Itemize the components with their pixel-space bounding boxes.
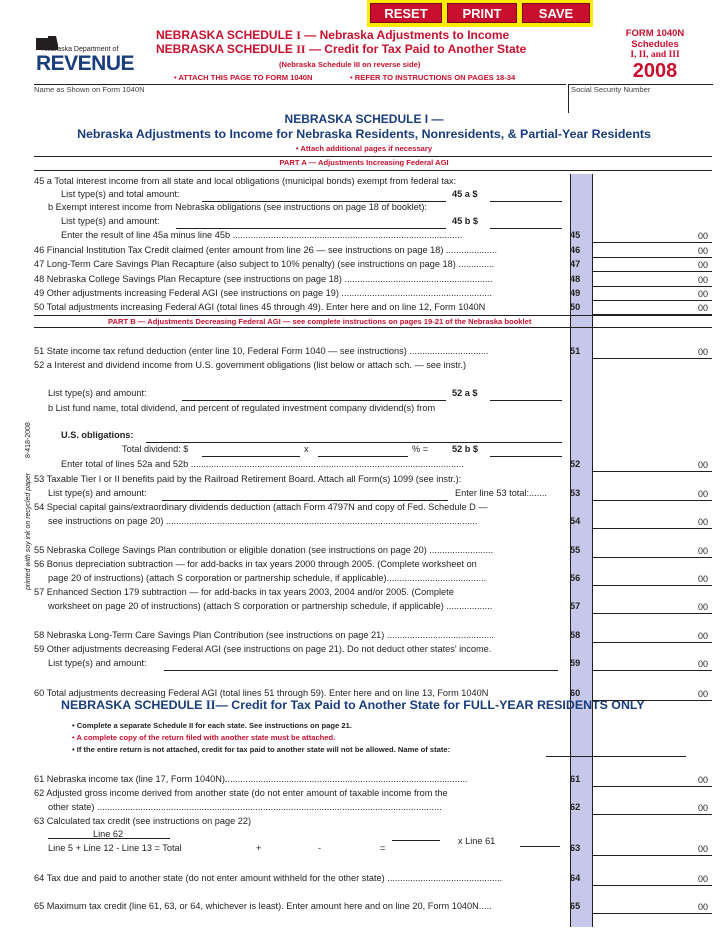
line-52b-dividend-input[interactable] bbox=[202, 445, 300, 457]
line-63-equals: = bbox=[380, 843, 386, 853]
line-62-text: 62 Adjusted gross income derived from another state (do not enter amount of taxable income from the bbox=[34, 788, 448, 798]
line-63-plus: + bbox=[256, 843, 262, 853]
cents: 00 bbox=[697, 775, 708, 785]
line-45b-list-label: List type(s) and amount: bbox=[61, 216, 160, 226]
line-number: 60 bbox=[570, 688, 581, 698]
line-52a-tag: 52 a $ bbox=[452, 388, 478, 398]
line-52b-us-label: U.S. obligations: bbox=[61, 430, 134, 440]
line-45a-amount[interactable] bbox=[490, 190, 562, 202]
form-year: 2008 bbox=[632, 60, 678, 82]
amount-field[interactable] bbox=[592, 347, 712, 359]
printed-note: printed with soy ink on recycled paper bbox=[25, 472, 32, 590]
line-52b-fund-input[interactable] bbox=[146, 431, 562, 443]
line-63-text: 63 Calculated tax credit (see instructions on page 22) bbox=[34, 816, 252, 826]
line-number: 50 bbox=[570, 302, 581, 312]
line-54-text-2: see instructions on page 20) .......................................................................................................................... bbox=[48, 516, 478, 526]
amount-field[interactable] bbox=[592, 803, 712, 815]
cents: 00 bbox=[697, 260, 708, 270]
line-52b-tag: 52 b $ bbox=[452, 444, 479, 454]
cents: 00 bbox=[697, 659, 708, 669]
line-59-text: 59 Other adjustments decreasing Federal AGI (see instructions on page 21). Do not deduct other states' income. bbox=[34, 644, 492, 654]
line-50-text: 50 Total adjustments increasing Federal AGI (total lines 45 through 49). Enter here and on line 12, Form 1040N bbox=[34, 302, 486, 312]
cents: 00 bbox=[697, 517, 708, 527]
line-45b-text: b Exempt interest income from Nebraska obligations (see instructions on page 18 of booklet): bbox=[48, 202, 427, 212]
line-45a-list-input[interactable] bbox=[202, 190, 446, 202]
cents: 00 bbox=[697, 489, 708, 499]
cents: 00 bbox=[697, 275, 708, 285]
schedule2-bullet-2: • A complete copy of the return filed with another state must be attached. bbox=[72, 733, 336, 742]
cents: 00 bbox=[697, 874, 708, 884]
line-52a-list-input[interactable] bbox=[182, 389, 446, 401]
line-64-text: 64 Tax due and paid to another state (do not enter amount withheld for the other state) ............................................. bbox=[34, 873, 503, 883]
form-id: FORM 1040N Schedules I, II, and III bbox=[625, 28, 685, 60]
schedule2-title: NEBRASKA SCHEDULE II— Credit for Tax Paid to Another State for FULL-YEAR RESIDENTS ONLY bbox=[61, 698, 645, 712]
line-number: 51 bbox=[570, 346, 581, 356]
form-code: 8-418-2008 bbox=[25, 422, 32, 458]
line-52a-amount[interactable] bbox=[490, 389, 562, 401]
line-63-numerator-input[interactable] bbox=[392, 829, 440, 841]
amount-field[interactable] bbox=[592, 246, 712, 258]
line-63-line61-input[interactable] bbox=[520, 835, 560, 847]
cents: 00 bbox=[697, 689, 708, 699]
line-number: 61 bbox=[570, 774, 581, 784]
line-number: 49 bbox=[570, 288, 581, 298]
amount-field[interactable] bbox=[592, 689, 712, 701]
line-number: 45 bbox=[570, 230, 581, 240]
reset-button[interactable]: RESET bbox=[370, 3, 442, 23]
line-52a-text: 52 a Interest and dividend income from U.S. government obligations (list below or attach sch. — see instr.) bbox=[34, 360, 467, 370]
line-number: 48 bbox=[570, 274, 581, 284]
divider bbox=[34, 156, 712, 157]
save-button[interactable]: SAVE bbox=[522, 3, 590, 23]
line-number: 56 bbox=[570, 573, 581, 583]
line-57-text-2: worksheet on page 20 of instructions) (attach S corporation or partnership schedule, if applicable) .................. bbox=[48, 601, 493, 611]
line-number: 46 bbox=[570, 245, 581, 255]
name-field[interactable] bbox=[34, 84, 566, 113]
divider bbox=[34, 170, 712, 171]
line-59-list-input[interactable] bbox=[164, 659, 558, 671]
line-number: 53 bbox=[570, 488, 581, 498]
line-45b-tag: 45 b $ bbox=[452, 216, 479, 226]
line-62-text-2: other state) ....................................................................................................................................... bbox=[48, 802, 442, 812]
part-a-heading: PART A — Adjustments Increasing Federal AGI bbox=[279, 158, 449, 167]
title-schedule-1: NEBRASKA SCHEDULE I — Nebraska Adjustments to Income bbox=[156, 28, 510, 42]
cents: 00 bbox=[697, 574, 708, 584]
line-63-xline61-label: x Line 61 bbox=[458, 836, 496, 846]
amount-field[interactable] bbox=[592, 231, 712, 243]
amount-field[interactable] bbox=[592, 602, 712, 614]
cents: 00 bbox=[697, 602, 708, 612]
print-button[interactable]: PRINT bbox=[447, 3, 517, 23]
amount-field[interactable] bbox=[592, 844, 712, 856]
line-63-line62-label: Line 62 bbox=[93, 829, 124, 839]
line-48-text: 48 Nebraska College Savings Plan Recapture (see instructions on page 18) .......................................................... bbox=[34, 274, 493, 284]
schedule2-bullet-1: • Complete a separate Schedule II for each state. See instructions on page 21. bbox=[72, 721, 352, 730]
state-name-input[interactable] bbox=[546, 745, 686, 757]
line-number: 62 bbox=[570, 802, 581, 812]
line-45b-amount[interactable] bbox=[490, 217, 562, 229]
line-52b-text: b List fund name, total dividend, and percent of regulated investment company dividend(s) from bbox=[48, 403, 436, 413]
refer-note: • REFER TO INSTRUCTIONS ON PAGES 18-34 bbox=[350, 73, 516, 82]
line-53-text: 53 Taxable Tier I or II benefits paid by the Railroad Retirement Board. Attach all Form(s) 1099 (see instr.): bbox=[34, 474, 462, 484]
schedule1-attach: • Attach additional pages if necessary bbox=[295, 144, 433, 153]
cents: 00 bbox=[697, 546, 708, 556]
amount-field[interactable] bbox=[592, 260, 712, 272]
line-52b-percent: % = bbox=[412, 444, 429, 454]
line-number: 54 bbox=[570, 516, 581, 526]
line-60-text: 60 Total adjustments decreasing Federal AGI (total lines 51 through 59). Enter here and on line 13, Form 1040N bbox=[34, 688, 489, 698]
line-number: 59 bbox=[570, 658, 581, 668]
line-number: 55 bbox=[570, 545, 581, 555]
line-number: 47 bbox=[570, 259, 581, 269]
line-63-formula: Line 5 + Line 12 - Line 13 = Total bbox=[48, 843, 182, 853]
cents: 00 bbox=[697, 460, 708, 470]
reverse-note: (Nebraska Schedule III on reverse side) bbox=[279, 60, 421, 69]
line-54-text: 54 Special capital gains/extraordinary dividends deduction (attach Form 4797N and copy of Fed. Schedule D — bbox=[34, 502, 488, 512]
line-number: 63 bbox=[570, 843, 581, 853]
line-45a-list-label: List type(s) and total amount: bbox=[61, 189, 180, 199]
line-63-minus: - bbox=[318, 843, 322, 853]
amount-field[interactable] bbox=[592, 517, 712, 529]
line-52b-times: x bbox=[304, 444, 309, 454]
line-45-result-text: Enter the result of line 45a minus line 45b .......................................................................................... bbox=[61, 230, 463, 240]
amount-field[interactable] bbox=[592, 275, 712, 287]
amount-field[interactable] bbox=[592, 574, 712, 586]
schedule2-bullet-3: • If the entire return is not attached, credit for tax paid to another state will not be allowed. Name of state: bbox=[72, 745, 451, 754]
line-52b-amount[interactable] bbox=[490, 445, 562, 457]
line-56-text-2: page 20 of instructions) (attach S corporation or partnership schedule, if applicable)....................................... bbox=[48, 573, 487, 583]
ssn-field[interactable] bbox=[568, 84, 713, 113]
revenue-logo bbox=[34, 30, 135, 75]
amount-field[interactable] bbox=[592, 902, 712, 914]
line-45a-tag: 45 a $ bbox=[452, 189, 478, 199]
cents: 00 bbox=[697, 631, 708, 641]
cents: 00 bbox=[697, 303, 708, 313]
title-schedule-2: NEBRASKA SCHEDULE II — Credit for Tax Paid to Another State bbox=[156, 42, 527, 56]
divider bbox=[34, 315, 712, 316]
line-53-list-input[interactable] bbox=[162, 489, 448, 501]
line-number: 65 bbox=[570, 901, 581, 911]
logo-name: REVENUE bbox=[36, 52, 135, 75]
line-46-text: 46 Financial Institution Tax Credit claimed (enter amount from line 26 — see instructions on page 18) .................... bbox=[34, 245, 497, 255]
line-49-text: 49 Other adjustments increasing Federal AGI (see instructions on page 19) ........................................................... bbox=[34, 288, 493, 298]
amount-field[interactable] bbox=[592, 775, 712, 787]
divider bbox=[34, 327, 712, 328]
line-58-text: 58 Nebraska Long-Term Care Savings Plan Contribution (see instructions on page 21) .......................................... bbox=[34, 630, 495, 640]
amount-field[interactable] bbox=[592, 874, 712, 886]
schedule1-title: NEBRASKA SCHEDULE I — bbox=[284, 112, 444, 126]
amount-field[interactable] bbox=[592, 631, 712, 643]
amount-field[interactable] bbox=[592, 460, 712, 472]
line-47-text: 47 Long-Term Care Savings Plan Recapture (also subject to 10% penalty) (see instructions on page 18) .............. bbox=[34, 259, 495, 269]
amount-field[interactable] bbox=[592, 659, 712, 671]
line-55-text: 55 Nebraska College Savings Plan contribution or eligible donation (see instructions on page 20) ......................... bbox=[34, 545, 494, 555]
line-53-enter: Enter line 53 total:....... bbox=[455, 488, 547, 498]
amount-field[interactable] bbox=[592, 289, 712, 301]
line-45a-text: 45 a Total interest income from all state and local obligations (municipal bonds) exempt from federal tax: bbox=[34, 176, 457, 186]
schedule1-subtitle: Nebraska Adjustments to Income for Nebraska Residents, Nonresidents, & Partial-Year Residents bbox=[77, 127, 651, 141]
name-label: Name as Shown on Form 1040N bbox=[34, 85, 145, 94]
amount-field[interactable] bbox=[592, 489, 712, 501]
part-b-heading: PART B — Adjustments Decreasing Federal AGI — see complete instructions on pages 19-21 of the Nebraska booklet bbox=[108, 317, 532, 326]
cents: 00 bbox=[697, 246, 708, 256]
cents: 00 bbox=[697, 902, 708, 912]
line-56-text: 56 Bonus depreciation subtraction — for add-backs in tax years 2000 through 2005. (Complete worksheet on bbox=[34, 559, 477, 569]
cents: 00 bbox=[697, 844, 708, 854]
line-61-text: 61 Nebraska income tax (line 17, Form 1040N)............................................................................................... bbox=[34, 774, 468, 784]
line-59-list-label: List type(s) and amount: bbox=[48, 658, 147, 668]
attach-note: • ATTACH THIS PAGE TO FORM 1040N bbox=[174, 73, 313, 82]
ssn-label: Social Security Number bbox=[571, 85, 651, 94]
line-number: 58 bbox=[570, 630, 581, 640]
line-52b-dividend-label: Total dividend: $ bbox=[122, 444, 189, 454]
amount-field[interactable] bbox=[592, 303, 712, 315]
line-number: 64 bbox=[570, 873, 581, 883]
line-65-text: 65 Maximum tax credit (line 61, 63, or 64, whichever is least). Enter amount here and on line 20, Form 1040N..... bbox=[34, 901, 492, 911]
line-45b-list-input[interactable] bbox=[176, 217, 446, 229]
line-52-total-text: Enter total of lines 52a and 52b ........................................................................................................... bbox=[61, 459, 464, 469]
line-number: 52 bbox=[570, 459, 581, 469]
line-52a-list-label: List type(s) and amount: bbox=[48, 388, 147, 398]
line-52b-percent-input[interactable] bbox=[318, 445, 408, 457]
cents: 00 bbox=[697, 803, 708, 813]
amount-field[interactable] bbox=[592, 546, 712, 558]
line-53-list-label: List type(s) and amount: bbox=[48, 488, 147, 498]
line-57-text: 57 Enhanced Section 179 subtraction — for add-backs in tax years 2003, 2004 and/or 2005. (Complete bbox=[34, 587, 454, 597]
cents: 00 bbox=[697, 347, 708, 357]
cents: 00 bbox=[697, 231, 708, 241]
line-number: 57 bbox=[570, 601, 581, 611]
line-51-text: 51 State income tax refund deduction (enter line 10, Federal Form 1040 — see instructions) ............................... bbox=[34, 346, 489, 356]
cents: 00 bbox=[697, 289, 708, 299]
fraction-bar bbox=[48, 838, 170, 839]
logo-dept: Nebraska Department of bbox=[42, 46, 119, 53]
